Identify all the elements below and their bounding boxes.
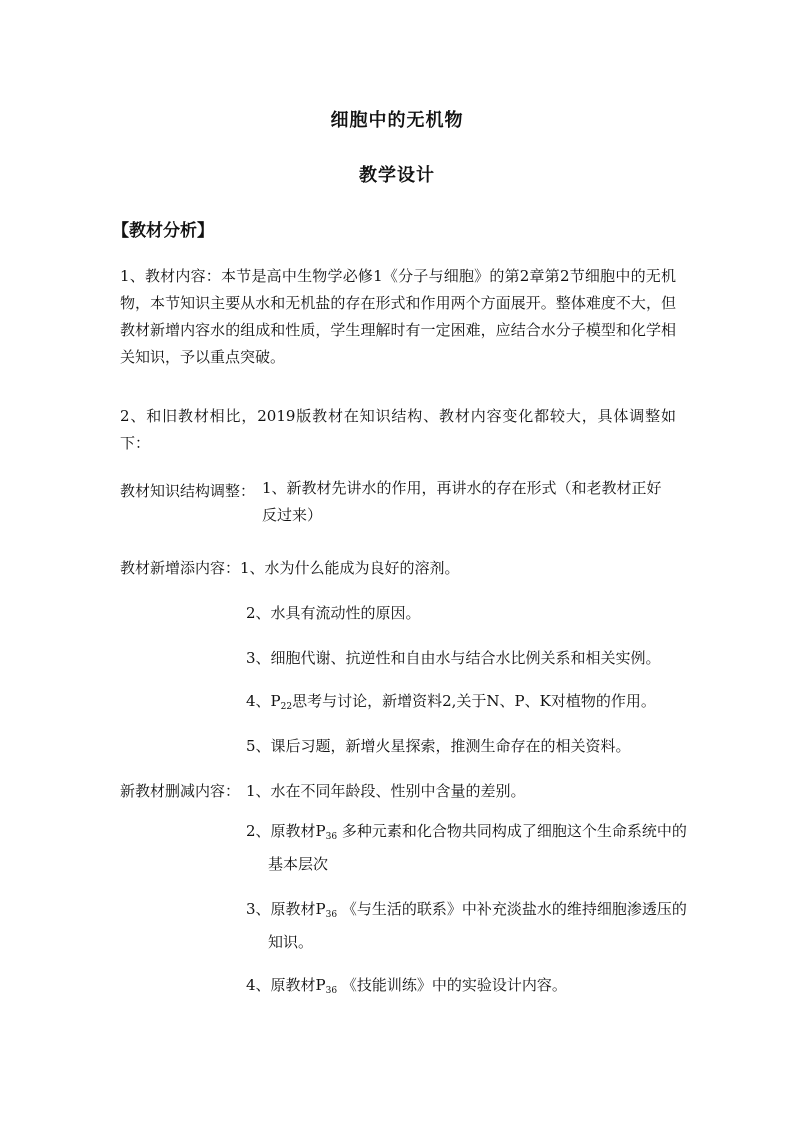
removed-item-1: 1、水在不同年龄段、性别中含量的差别。 — [246, 782, 526, 800]
removed-item-4-text: 《技能训练》中的实验设计内容。 — [337, 976, 567, 994]
section-heading-textbook-analysis: 【教材分析】 — [112, 221, 214, 241]
removed-item-4 — [246, 974, 567, 996]
removed-item-2 — [246, 818, 698, 878]
document-subtitle: 教学设计 — [359, 165, 435, 186]
removed-content-label: 新教材删减内容： — [120, 782, 241, 800]
paragraph-comparison: 2、和旧教材相比，2019版教材在知识结构、教材内容变化都较大，具体调整如下： — [120, 407, 676, 452]
added-content-label: 教材新增添内容： — [120, 559, 241, 577]
added-item-2: 2、水具有流动性的原因。 — [246, 604, 421, 622]
removed-item-3 — [246, 896, 698, 956]
removed-item-3-page: 36 — [325, 910, 338, 920]
added-item-3: 3、细胞代谢、抗逆性和自由水与结合水比例关系和相关实例。 — [246, 649, 661, 667]
removed-item-4-prefix: 4、原教材P — [246, 976, 326, 994]
added-item-1: 1、水为什么能成为良好的溶剂。 — [240, 559, 460, 577]
added-item-4-page: 22 — [280, 702, 293, 712]
removed-item-4-page: 36 — [325, 986, 338, 996]
removed-item-2-prefix: 2、原教材P — [246, 822, 326, 840]
structure-adjustment-label: 教材知识结构调整： — [120, 482, 256, 500]
added-item-4 — [246, 690, 656, 712]
removed-item-3-text: 《与生活的联系》中补充淡盐水的维持细胞渗透压的知识。 — [268, 900, 687, 951]
document-title: 细胞中的无机物 — [330, 110, 464, 131]
structure-adjustment-item: 1、新教材先讲水的作用，再讲水的存在形式（和老教材正好反过来） — [262, 479, 662, 524]
paragraph-textbook-content: 1、教材内容：本节是高中生物学必修1《分子与细胞》的第2章第2节细胞中的无机物，本节知识主要从水和无机盐的存在形式和作用两个方面展开。整体难度不大，但教材新增内容水的组成和性质，学生理解时有一定困难，应结合水分子模型和化学相关知识，予以重点突破。 — [120, 267, 676, 366]
removed-item-2-page: 36 — [325, 832, 338, 842]
added-item-5: 5、课后习题，新增火星探索，推测生命存在的相关资料。 — [246, 737, 631, 755]
added-item-4-text: 思考与讨论，新增资料2,关于N、P、K对植物的作用。 — [292, 692, 656, 710]
added-item-4-prefix: 4、P — [246, 692, 281, 710]
removed-item-3-prefix: 3、原教材P — [246, 900, 326, 918]
removed-item-2-text: 多种元素和化合物共同构成了细胞这个生命系统中的基本层次 — [268, 822, 687, 873]
